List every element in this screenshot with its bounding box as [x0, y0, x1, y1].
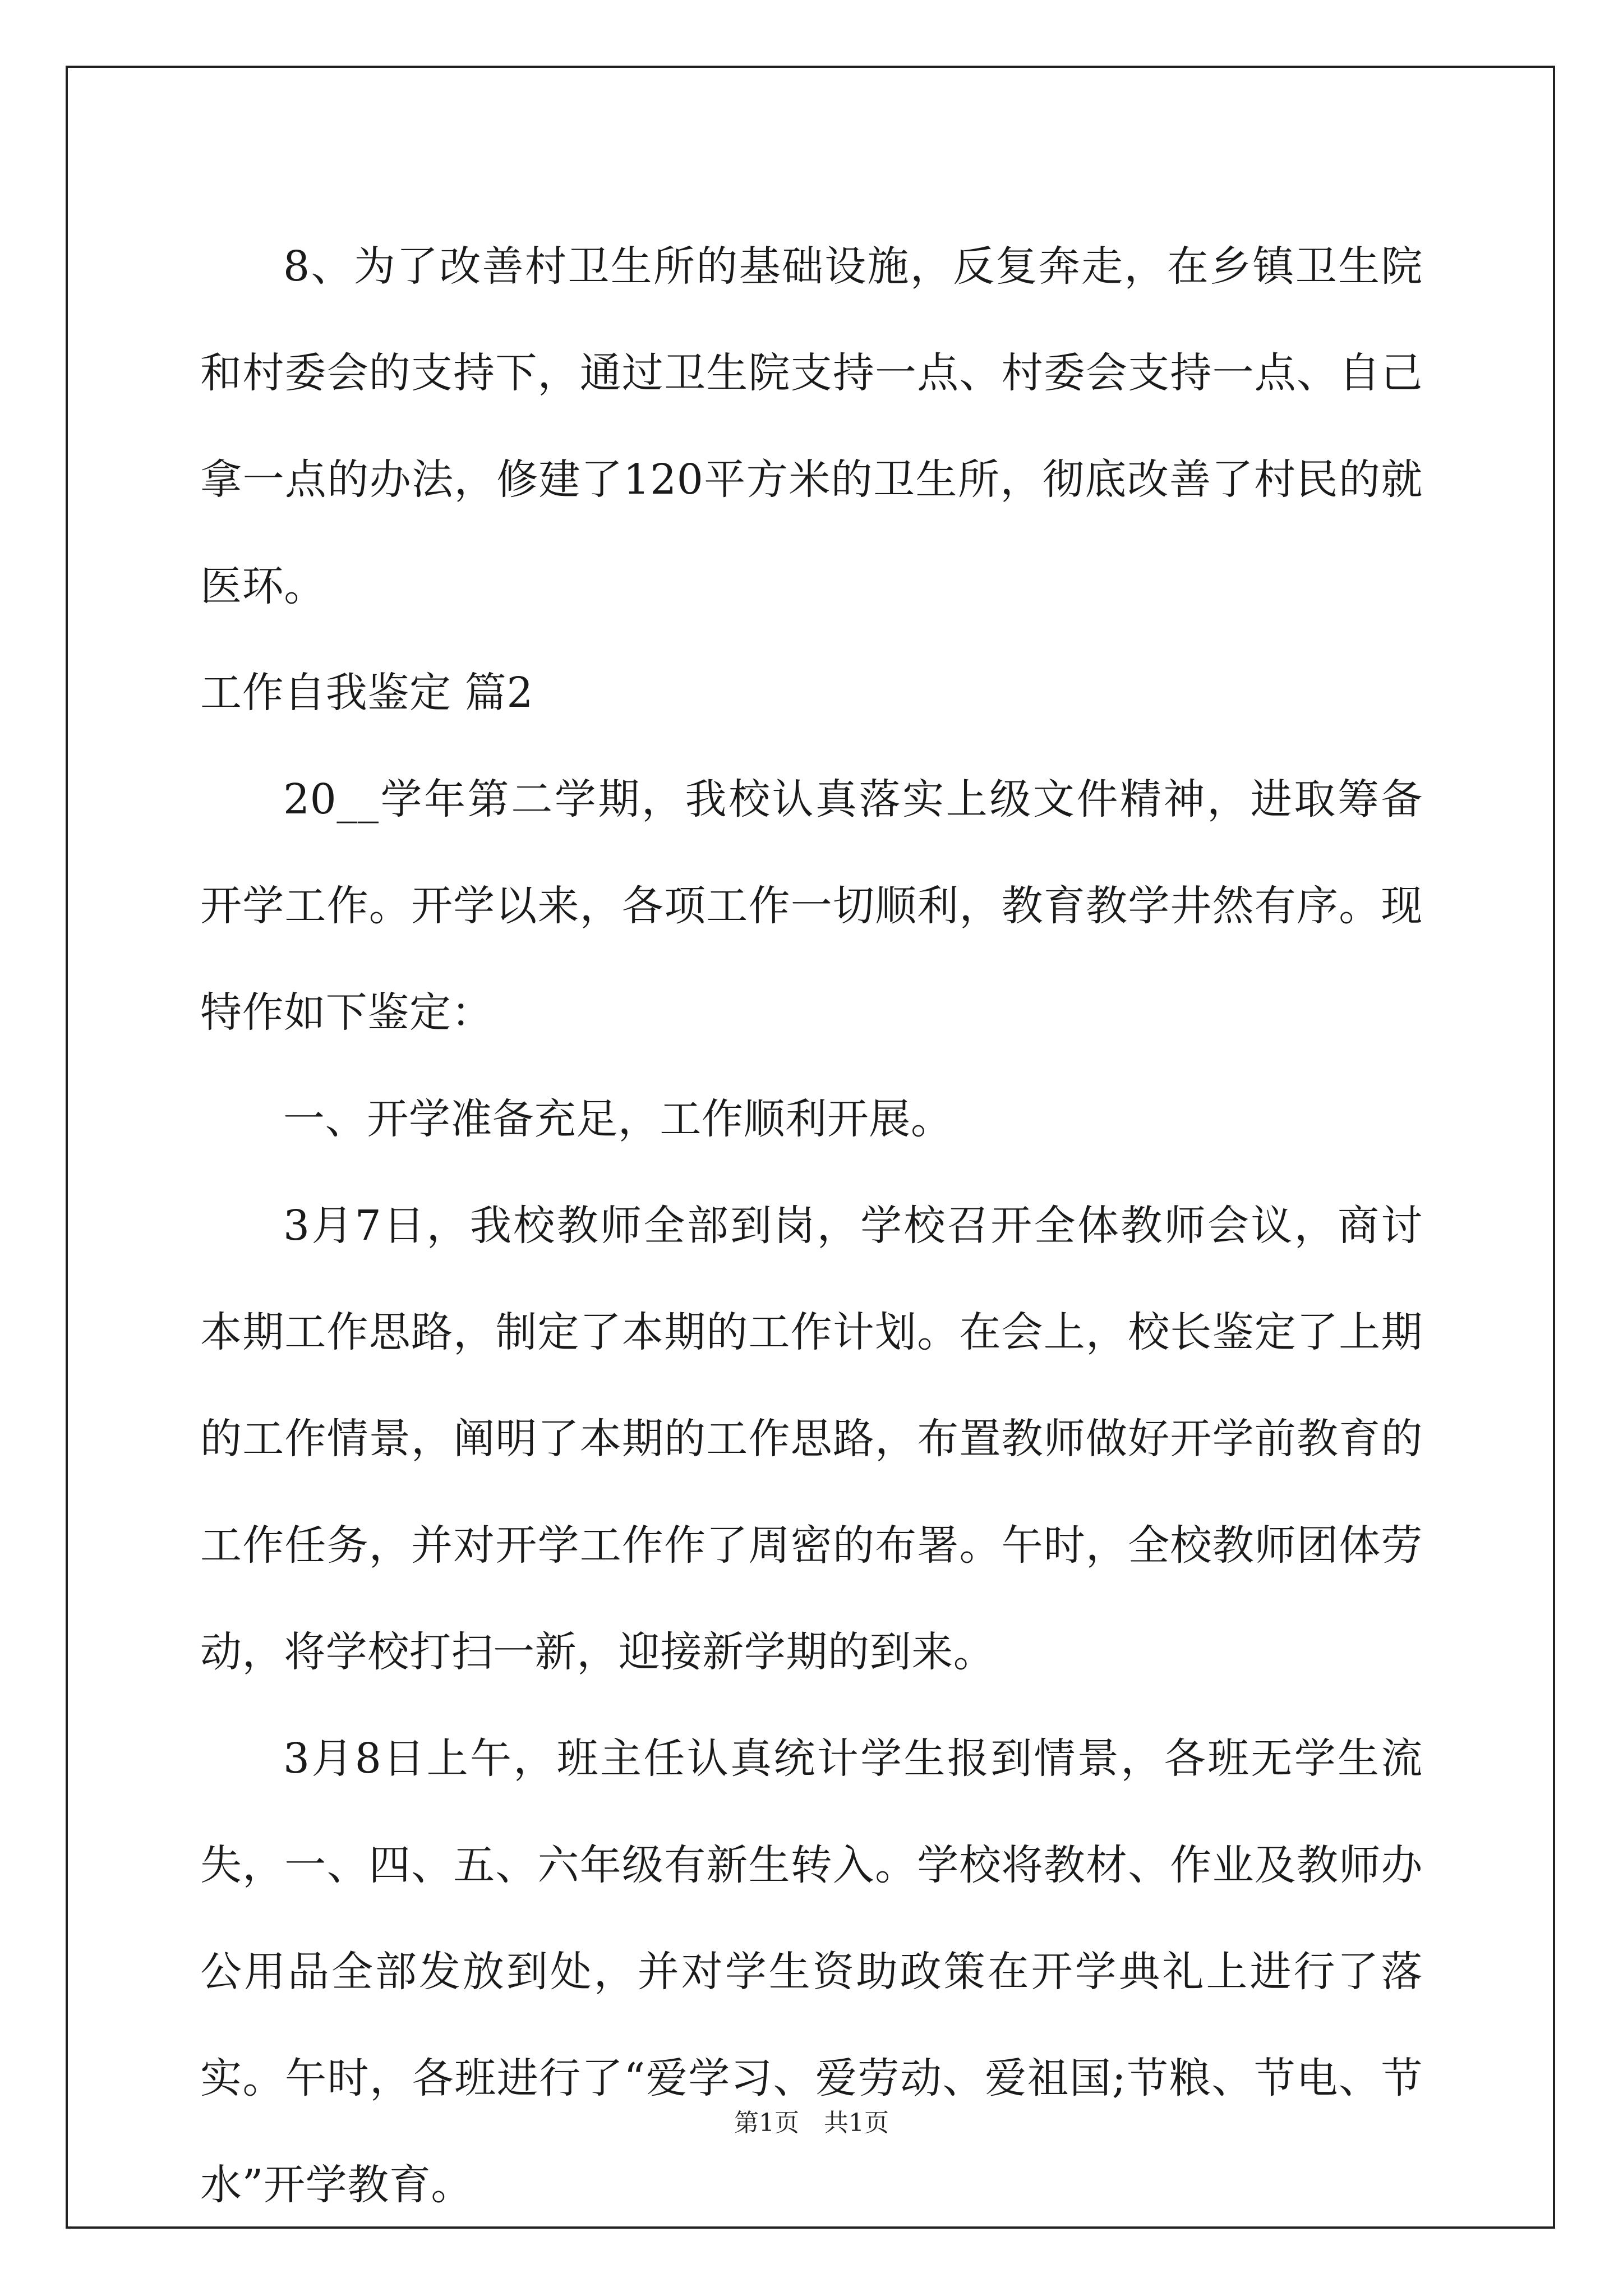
page-footer [0, 2102, 1623, 2138]
paragraph-4: 3月7日，我校教师全部到岗，学校召开全体教师会议，商讨本期工作思路，制定了本期的工作计划。在会上，校长鉴定了上期的工作情景，阐明了本期的工作思路，布置教师做好开学前教育的工作任务，并对开学工作作了周密的布署。午时，全校教师团体劳动，将学校打扫一新，迎接新学期的到来。 [200, 1202, 1423, 1676]
paragraph-1: 8、为了改善村卫生所的基础设施，反复奔走，在乡镇卫生院和村委会的支持下，通过卫生院支持一点、村委会支持一点、自己拿一点的办法，修建了120平方米的卫生所，彻底改善了村民的就医环。 [200, 242, 1423, 610]
paragraph-3: 一、开学准备充足，工作顺利开展。 [283, 1095, 953, 1143]
page-number-current: 第1页 [734, 2109, 799, 2137]
paragraph-2: 20__学年第二学期，我校认真落实上级文件精神，进取筹备开学工作。开学以来，各项工作一切顺利，教育教学井然有序。现特作如下鉴定： [200, 775, 1423, 1037]
paragraph-5: 3月8日上午，班主任认真统计学生报到情景，各班无学生流失，一、四、五、六年级有新生转入。学校将教材、作业及教师办公用品全部发放到处，并对学生资助政策在开学典礼上进行了落实。午时，各班进行了“爱学习、爱劳动、爱祖国;节粮、节电、节水”开学教育。 [200, 1734, 1423, 2209]
section-heading: 工作自我鉴定 篇2 [200, 669, 534, 717]
page-number-total: 共1页 [824, 2109, 889, 2137]
document-body [200, 213, 1423, 2238]
